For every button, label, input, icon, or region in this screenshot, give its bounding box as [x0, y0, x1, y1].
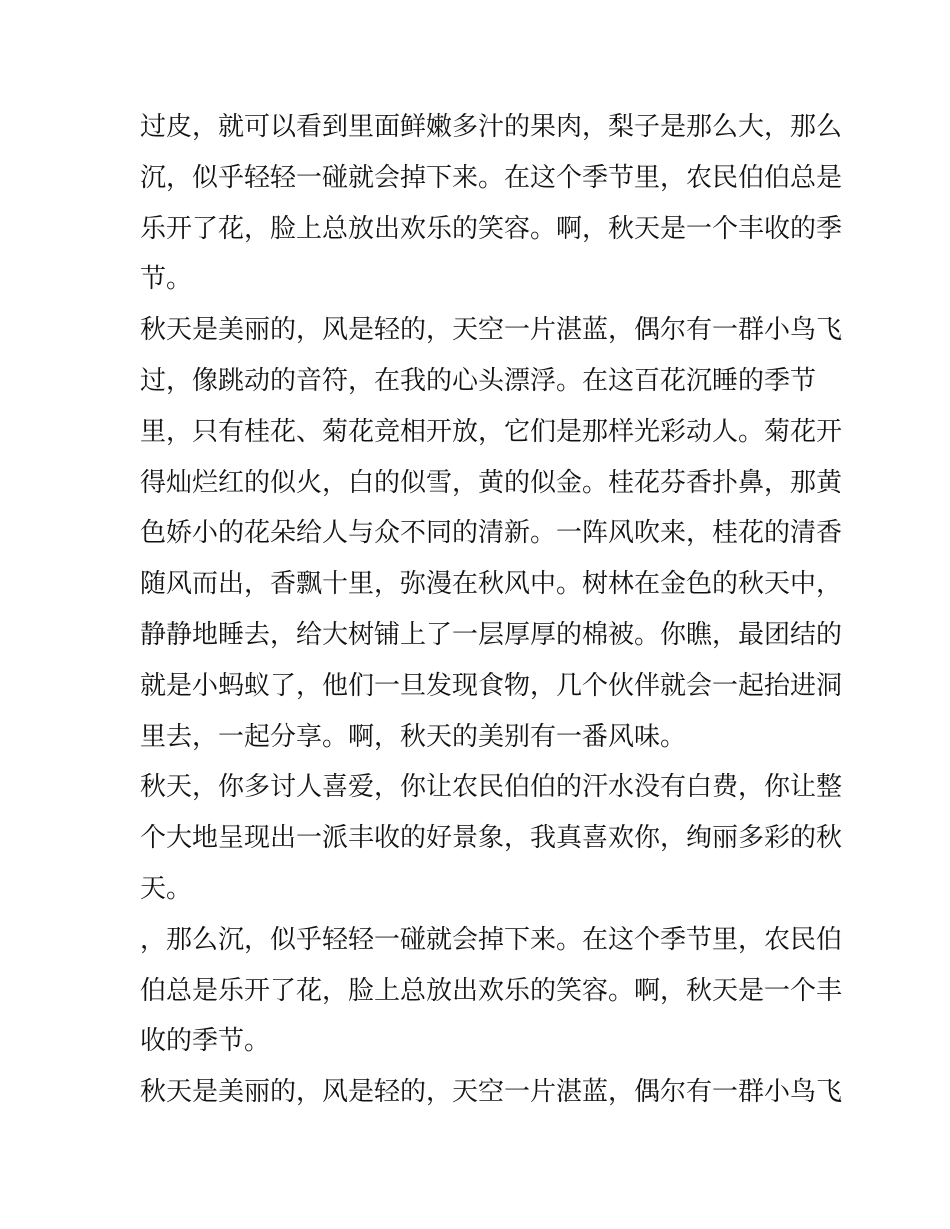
text-line: 乐开了花，脸上总放出欢乐的笑容。啊，秋天是一个丰收的季	[140, 213, 843, 244]
text-line: 里，只有桂花、菊花竞相开放，它们是那样光彩动人。菊花开	[140, 416, 843, 447]
text-line: 天。	[140, 873, 193, 904]
text-line: 收的季节。	[140, 1026, 271, 1057]
text-line: 伯总是乐开了花，脸上总放出欢乐的笑容。啊，秋天是一个丰	[140, 975, 843, 1006]
text-line: 个大地呈现出一派丰收的好景象，我真喜欢你，绚丽多彩的秋	[140, 823, 843, 854]
text-line: 静静地睡去，给大树铺上了一层厚厚的棉被。你瞧，最团结的	[140, 619, 843, 650]
text-line: 过，像跳动的音符，在我的心头漂浮。在这百花沉睡的季节	[140, 365, 817, 396]
text-line: 里去，一起分享。啊，秋天的美别有一番风味。	[140, 721, 687, 752]
text-line: 节。	[140, 264, 193, 295]
text-line: ，那么沉，似乎轻轻一碰就会掉下来。在这个季节里，农民伯	[140, 924, 843, 955]
text-line: 过皮，就可以看到里面鲜嫩多汁的果肉，梨子是那么大，那么	[140, 112, 843, 142]
text-line: 秋天是美丽的，风是轻的，天空一片湛蓝，偶尔有一群小鸟飞	[140, 1077, 843, 1108]
text-line: 随风而出，香飘十里，弥漫在秋风中。树林在金色的秋天中，	[140, 569, 843, 600]
text-line: 得灿烂红的似火，白的似雪，黄的似金。桂花芬香扑鼻，那黄	[140, 467, 843, 498]
body-text	[140, 102, 843, 1118]
text-line: 色娇小的花朵给人与众不同的清新。一阵风吹来，桂花的清香	[140, 518, 843, 549]
text-line: 秋天是美丽的，风是轻的，天空一片湛蓝，偶尔有一群小鸟飞	[140, 315, 843, 346]
text-line: 秋天，你多讨人喜爱，你让农民伯伯的汗水没有白费，你让整	[140, 772, 843, 803]
text-line: 沉，似乎轻轻一碰就会掉下来。在这个季节里，农民伯伯总是	[140, 162, 843, 193]
text-line: 就是小蚂蚁了，他们一旦发现食物，几个伙伴就会一起抬进洞	[140, 670, 843, 701]
